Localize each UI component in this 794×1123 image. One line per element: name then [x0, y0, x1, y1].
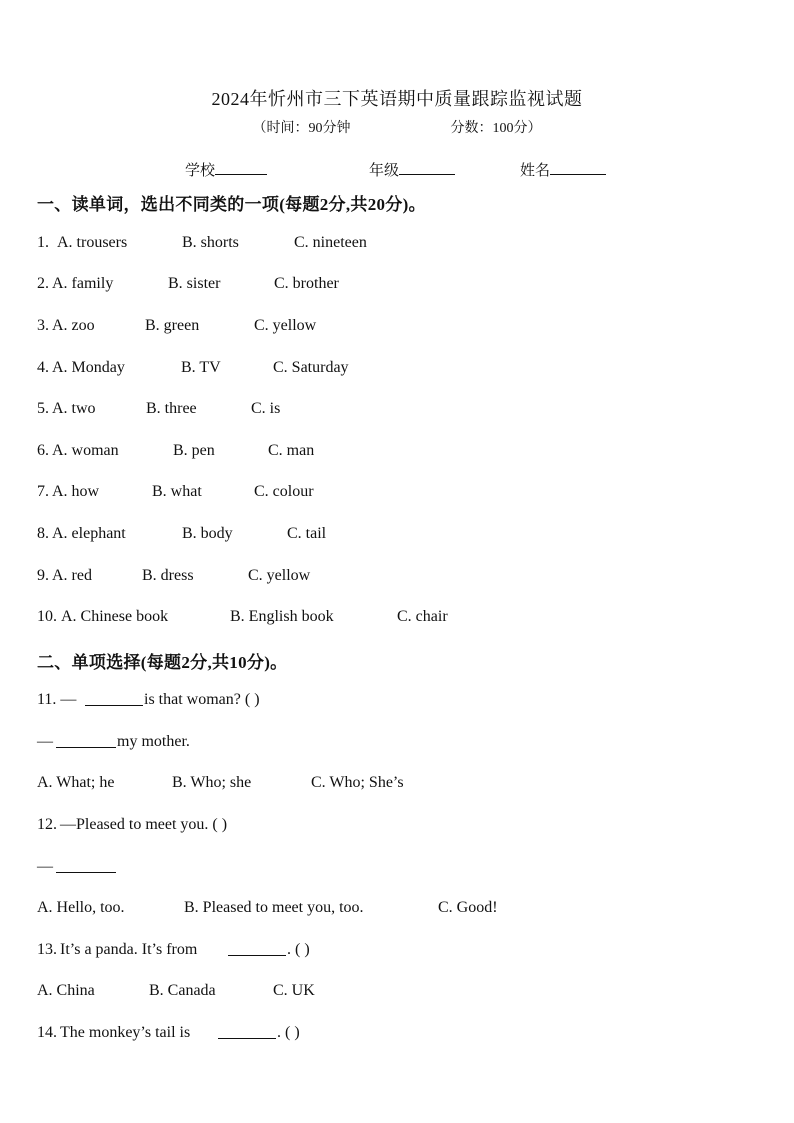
section-2-heading: 二、单项选择(每题2分,共10分)。 [37, 653, 288, 672]
exam-page: 2024年忻州市三下英语期中质量跟踪监视试题 （时间：90分钟 分数：100分） 学校 年级 姓名 一、读单词，选出不同类的一项(每题2分,共20分)。 1. A. trousers B. shorts C. nineteen 2. A. family B. sister C. brother 3. A. zoo B. green C. yellow 4. A. Monday B. TV C. Saturday 5. A. two B. three C. is 6. A. woman B. pen C. man 7. A. how B. what C. colour 8. A. elephant B. body C. tail 9. A. red B. dress C. yellow 10. A. Chinese book B. English book C. chair 二、单项选择(每题2分,共10分)。 11. — is that woman? ( ) — my mother. A. What; he B. Who; she C. Who; She’s 12. —Pleased to meet you. ( ) — A. Hello, too. B. Pleased to meet you, too. C. Good! 13. It’s a panda. It’s from . ( ) A. China B. Canada C. UK 14. The monkey’s tail is . ( ) [0, 0, 794, 1123]
school-field[interactable]: 学校 [185, 159, 267, 180]
section-1-heading: 一、读单词，选出不同类的一项(每题2分,共20分)。 [37, 195, 426, 214]
total-score: 分数：100分） [450, 121, 542, 136]
name-field[interactable]: 姓名 [520, 159, 606, 180]
answer-blank[interactable] [218, 1024, 276, 1039]
time-limit: （时间：90分钟 [252, 121, 351, 136]
answer-blank[interactable] [56, 858, 116, 873]
exam-meta [0, 117, 794, 137]
answer-blank[interactable] [85, 691, 143, 706]
answer-blank[interactable] [56, 733, 116, 748]
answer-blank[interactable] [228, 941, 286, 956]
grade-field[interactable]: 年级 [369, 159, 455, 180]
exam-title: 2024年忻州市三下英语期中质量跟踪监视试题 [211, 89, 583, 109]
